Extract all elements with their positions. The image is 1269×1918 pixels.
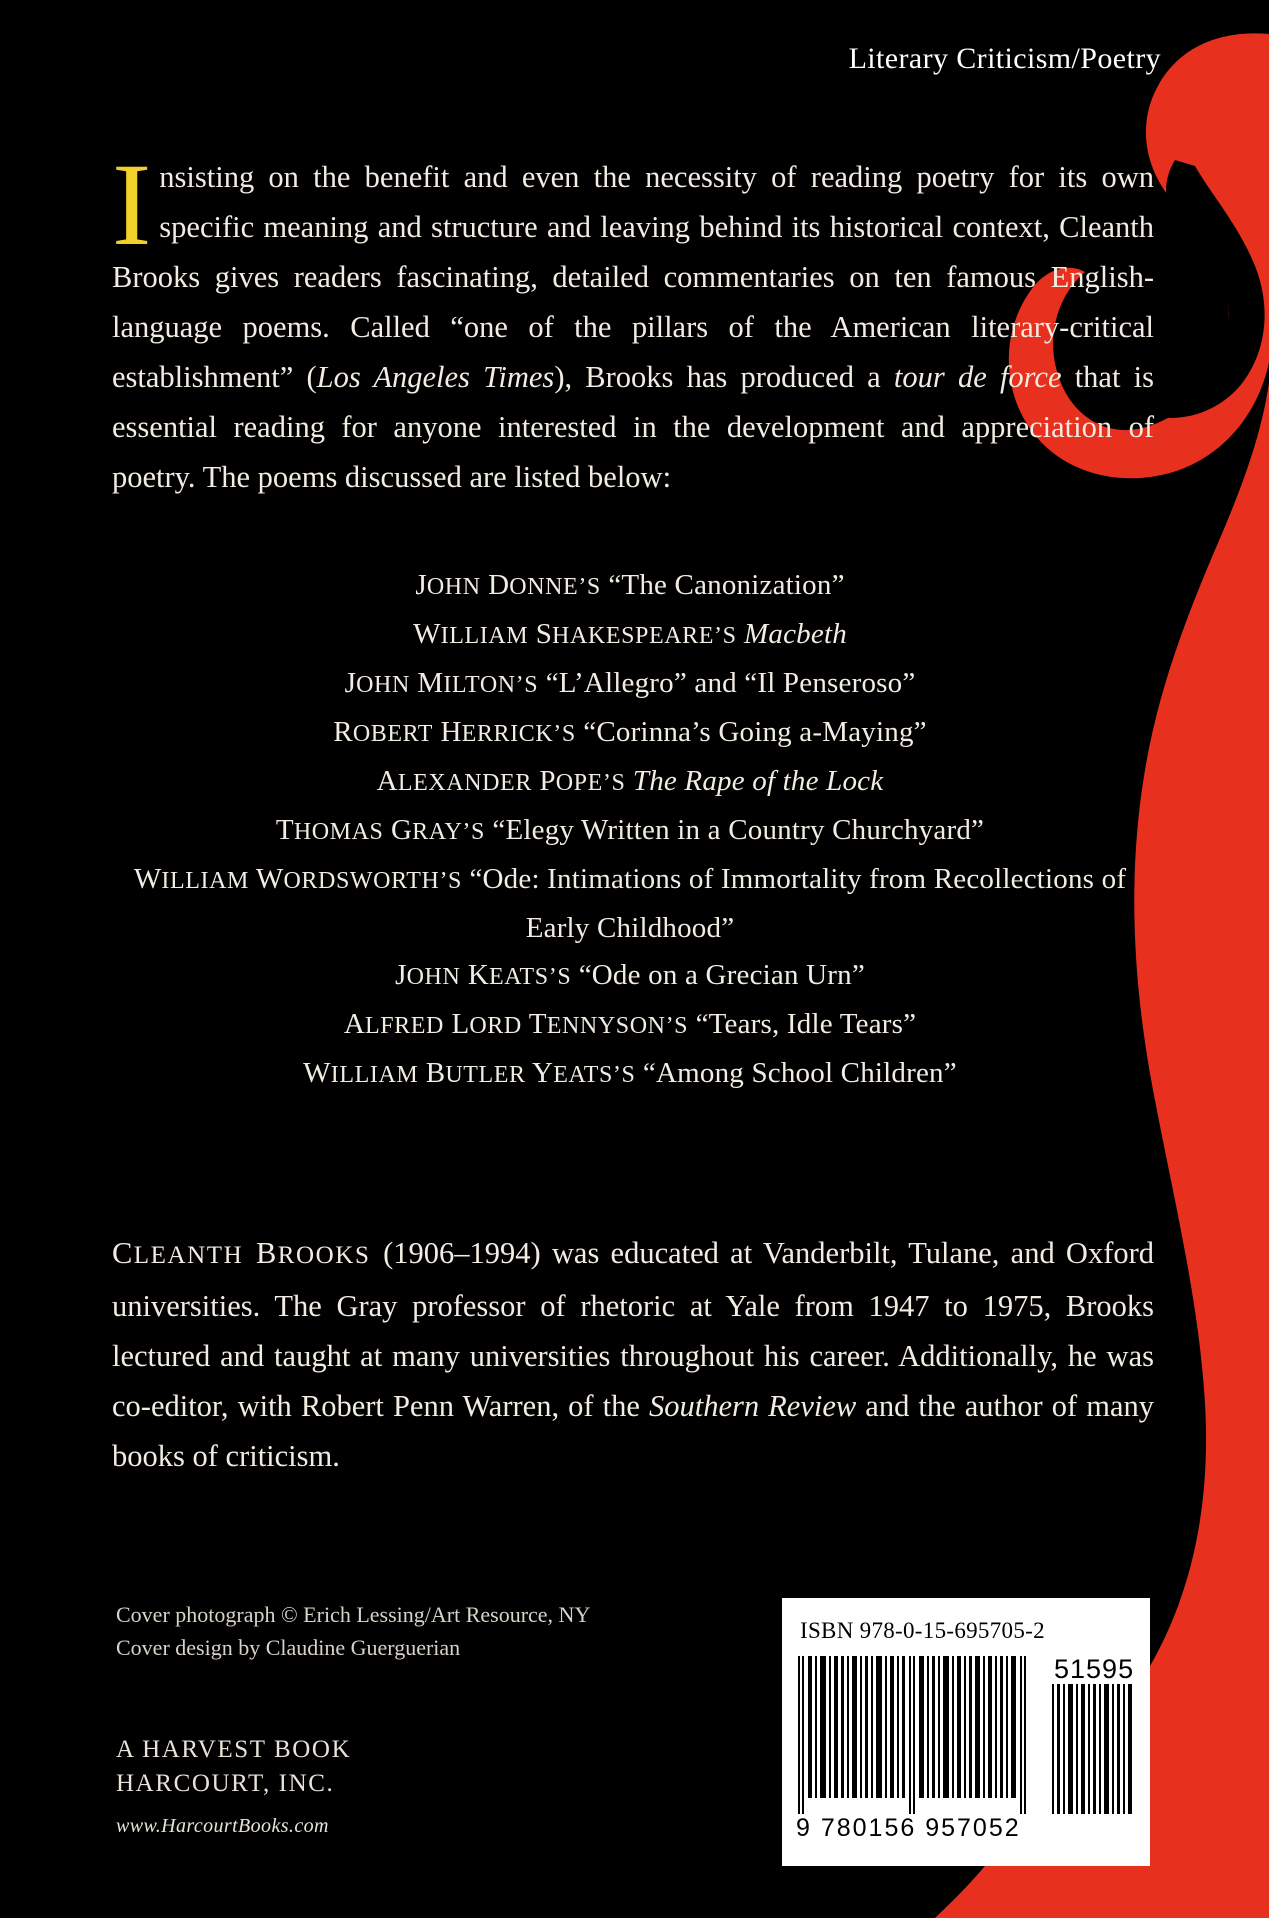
blurb-text-part1: nsisting on the benefit and even the necessity of reading poetry for its own specific meaning and structure and leaving behind its historical context, Cleanth Brooks gives readers fascinating, detailed commentaries on ten famous English-language poems. Called “one of the pillars of the American literary-critical establishment” ( (112, 160, 1154, 394)
poem-author: WILLIAM WORDSWORTH’S (133, 863, 463, 895)
poem-list-item (100, 807, 1160, 856)
poem-title: “Among School Children” (642, 1057, 957, 1089)
poem-title: “The Canonization” (608, 569, 845, 601)
bio-italic-title: Southern Review (648, 1389, 857, 1423)
poem-list-item (100, 562, 1160, 611)
back-cover-blurb (112, 139, 1154, 502)
poem-author: ALFRED LORD TENNYSON’S (343, 1008, 689, 1040)
price-code-text: 51595 (1054, 1654, 1135, 1684)
isbn-text: ISBN 978-0-15-695705-2 (800, 1618, 1045, 1643)
poem-list-item (100, 952, 1160, 1001)
poem-list-item (100, 856, 1160, 952)
poem-author: WILLIAM BUTLER YEATS’S (303, 1057, 636, 1089)
genre-category-label: Literary Criticism/Poetry (848, 42, 1161, 75)
poem-author: JOHN DONNE’S (415, 569, 601, 601)
barcode-block (782, 1598, 1150, 1866)
poem-list-item (100, 1050, 1160, 1099)
blurb-italic-phrase: tour de force (893, 360, 1062, 394)
blurb-italic-publication: Los Angeles Times (316, 360, 555, 394)
poem-title-italic: The Rape of the Lock (632, 765, 884, 797)
publisher-website: www.HarcourtBooks.com (116, 1815, 329, 1837)
poem-author: JOHN MILTON’S (344, 667, 539, 699)
bio-text: (1906–1994) was educated at Vanderbilt, Tulane, and Oxford universities. The Gray professor of rhetoric at Yale from 1947 to 1975, Brooks lectured and taught at many universities throughout his career. Additionally, he was co-editor, with Robert Penn Warren, of the (112, 1236, 1155, 1423)
ean-digits-text: 9 780156 957052 (796, 1814, 1021, 1842)
poem-author: WILLIAM SHAKESPEARE’S (413, 618, 737, 650)
poem-title: “Tears, Idle Tears” (695, 1008, 917, 1040)
poem-author: JOHN KEATS’S (395, 959, 572, 991)
poem-title: “Elegy Written in a Country Churchyard” (492, 814, 985, 846)
author-name: CLEANTH BROOKS (112, 1236, 371, 1270)
poem-author: ROBERT HERRICK’S (333, 716, 576, 748)
ean13-barcode-icon (796, 1656, 1034, 1814)
drop-cap-letter: I (112, 139, 152, 270)
cover-design-credit: Cover design by Claudine Guerguerian (116, 1635, 461, 1660)
publisher-imprint (116, 1733, 351, 1843)
poem-title: “Corinna’s Going a-Maying” (583, 716, 927, 748)
poem-title: “Ode: Intimations of Immortality from Recollections of Early Childhood” (469, 863, 1127, 944)
poem-list-item (100, 758, 1160, 807)
poem-author: THOMAS GRAY’S (275, 814, 485, 846)
imprint-series: A HARVEST BOOK (116, 1736, 352, 1763)
poem-list-item (100, 709, 1160, 758)
cover-photograph-credit: Cover photograph © Erich Lessing/Art Resource, NY (116, 1602, 591, 1627)
poem-list-item (100, 611, 1160, 660)
ean5-addon-barcode-icon (1050, 1684, 1134, 1814)
poem-list-item (100, 1001, 1160, 1050)
poem-title-italic: Macbeth (744, 618, 847, 650)
author-biography (112, 1228, 1154, 1481)
cover-credits (116, 1598, 590, 1664)
poem-list (100, 562, 1160, 1099)
poem-title: “Ode on a Grecian Urn” (578, 959, 865, 991)
bio-text-end: and the author of many books of criticism. (112, 1389, 1154, 1473)
blurb-text-part3: that is essential reading for anyone interested in the development and appreciation of poetry. The poems discussed are listed below: (112, 360, 1154, 494)
poem-list-item (100, 660, 1160, 709)
poem-author: ALEXANDER POPE’S (376, 765, 626, 797)
poem-title: “L’Allegro” and “Il Penseroso” (545, 667, 916, 699)
blurb-text-part2: ), Brooks has produced a (554, 360, 894, 394)
imprint-publisher: HARCOURT, INC. (116, 1770, 335, 1797)
